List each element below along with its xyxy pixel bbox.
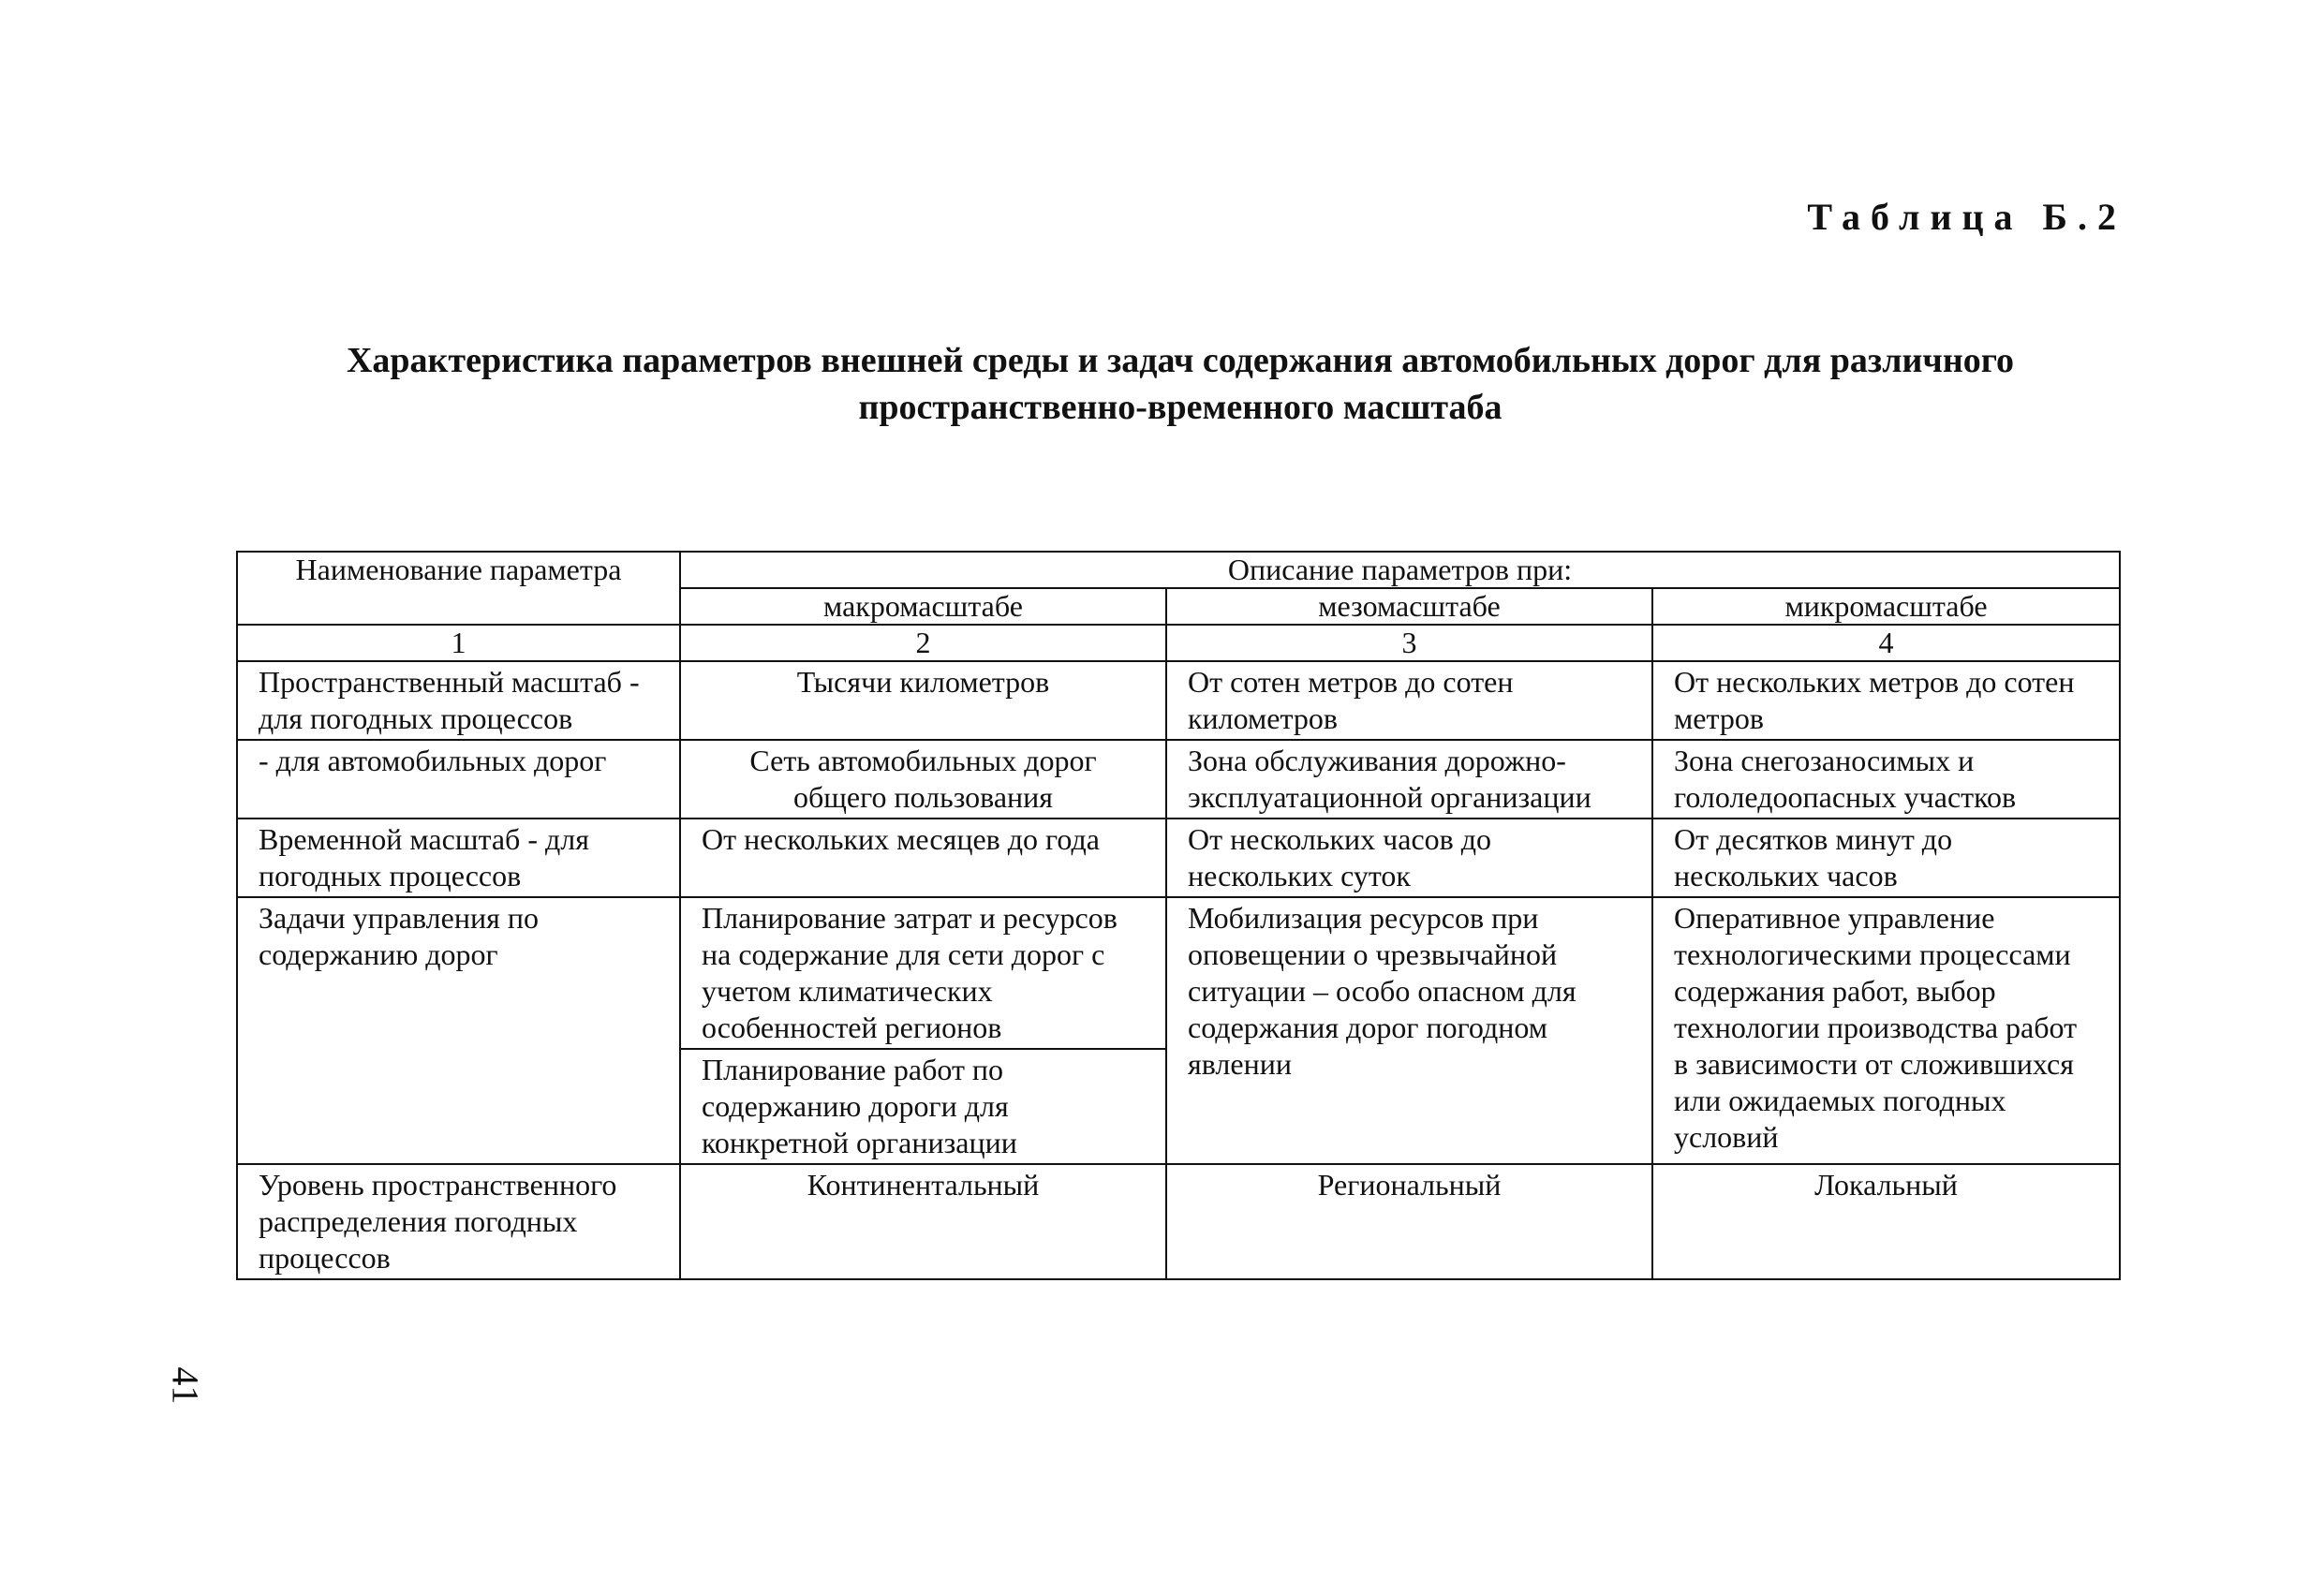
table-label: Таблица Б.2 xyxy=(1807,196,2126,238)
header-micro: микромасштабе xyxy=(1652,588,2120,625)
row-time-macro: От нескольких месяцев до года xyxy=(680,819,1166,897)
row-level-name: Уровень пространственного распределения погодных процессов xyxy=(237,1164,680,1279)
table-row xyxy=(237,897,2120,1049)
column-number-row xyxy=(237,625,2120,661)
column-number-3: 3 xyxy=(1166,625,1652,661)
table-row xyxy=(237,1164,2120,1279)
row-spatial-micro: От нескольких метров до сотен метров xyxy=(1652,661,2120,740)
table-row xyxy=(237,740,2120,819)
row-time-meso: От нескольких часов до нескольких суток xyxy=(1166,819,1652,897)
row-roads-name: - для автомобильных дорог xyxy=(237,740,680,819)
parameters-table xyxy=(236,551,2121,1280)
row-tasks-meso: Мобилизация ресурсов при оповещении о чрезвычайной ситуации – особо опасном для содержания дорог погодном явлении xyxy=(1166,897,1652,1164)
header-description: Описание параметров при: xyxy=(680,552,2120,588)
row-spatial-name: Пространственный масштаб - для погодных процессов xyxy=(237,661,680,740)
header-macro: макромасштабе xyxy=(680,588,1166,625)
row-spatial-macro: Тысячи километров xyxy=(680,661,1166,740)
row-level-macro: Континентальный xyxy=(680,1164,1166,1279)
row-time-name: Временной масштаб - для погодных процессов xyxy=(237,819,680,897)
column-number-1: 1 xyxy=(237,625,680,661)
header-param-name: Наименование параметра xyxy=(237,552,680,625)
table-row xyxy=(237,819,2120,897)
row-level-micro: Локальный xyxy=(1652,1164,2120,1279)
column-number-4: 4 xyxy=(1652,625,2120,661)
row-roads-micro: Зона снегозаносимых и гололедоопасных участков xyxy=(1652,740,2120,819)
header-meso: мезомасштабе xyxy=(1166,588,1652,625)
row-level-meso: Региональный xyxy=(1166,1164,1652,1279)
title-line-1: Характеристика параметров внешней среды и задач содержания автомобильных дорог для различного xyxy=(346,341,2015,380)
row-roads-macro: Сеть автомобильных дорог общего пользования xyxy=(680,740,1166,819)
table-row xyxy=(237,661,2120,740)
row-roads-meso: Зона обслуживания дорожно-эксплуатационной организации xyxy=(1166,740,1652,819)
row-tasks-name: Задачи управления по содержанию дорог xyxy=(237,897,680,1164)
title-line-2: пространственно-временного масштаба xyxy=(858,388,1502,427)
header-row-1 xyxy=(237,552,2120,588)
row-time-micro: От десятков минут до нескольких часов xyxy=(1652,819,2120,897)
page-number: 41 xyxy=(164,1366,207,1405)
row-tasks-macro-network: Планирование затрат и ресурсов на содержание для сети дорог с учетом климатических особенностей регионов xyxy=(680,897,1166,1049)
row-tasks-macro-organization: Планирование работ по содержанию дороги для конкретной организации xyxy=(680,1049,1166,1164)
document-title xyxy=(225,337,2136,431)
column-number-2: 2 xyxy=(680,625,1166,661)
row-spatial-meso: От сотен метров до сотен километров xyxy=(1166,661,1652,740)
row-tasks-micro: Оперативное управление технологическими процессами содержания работ, выбор технологии производства работ в зависимости от сложившихся или ожидаемых погодных условий xyxy=(1652,897,2120,1164)
